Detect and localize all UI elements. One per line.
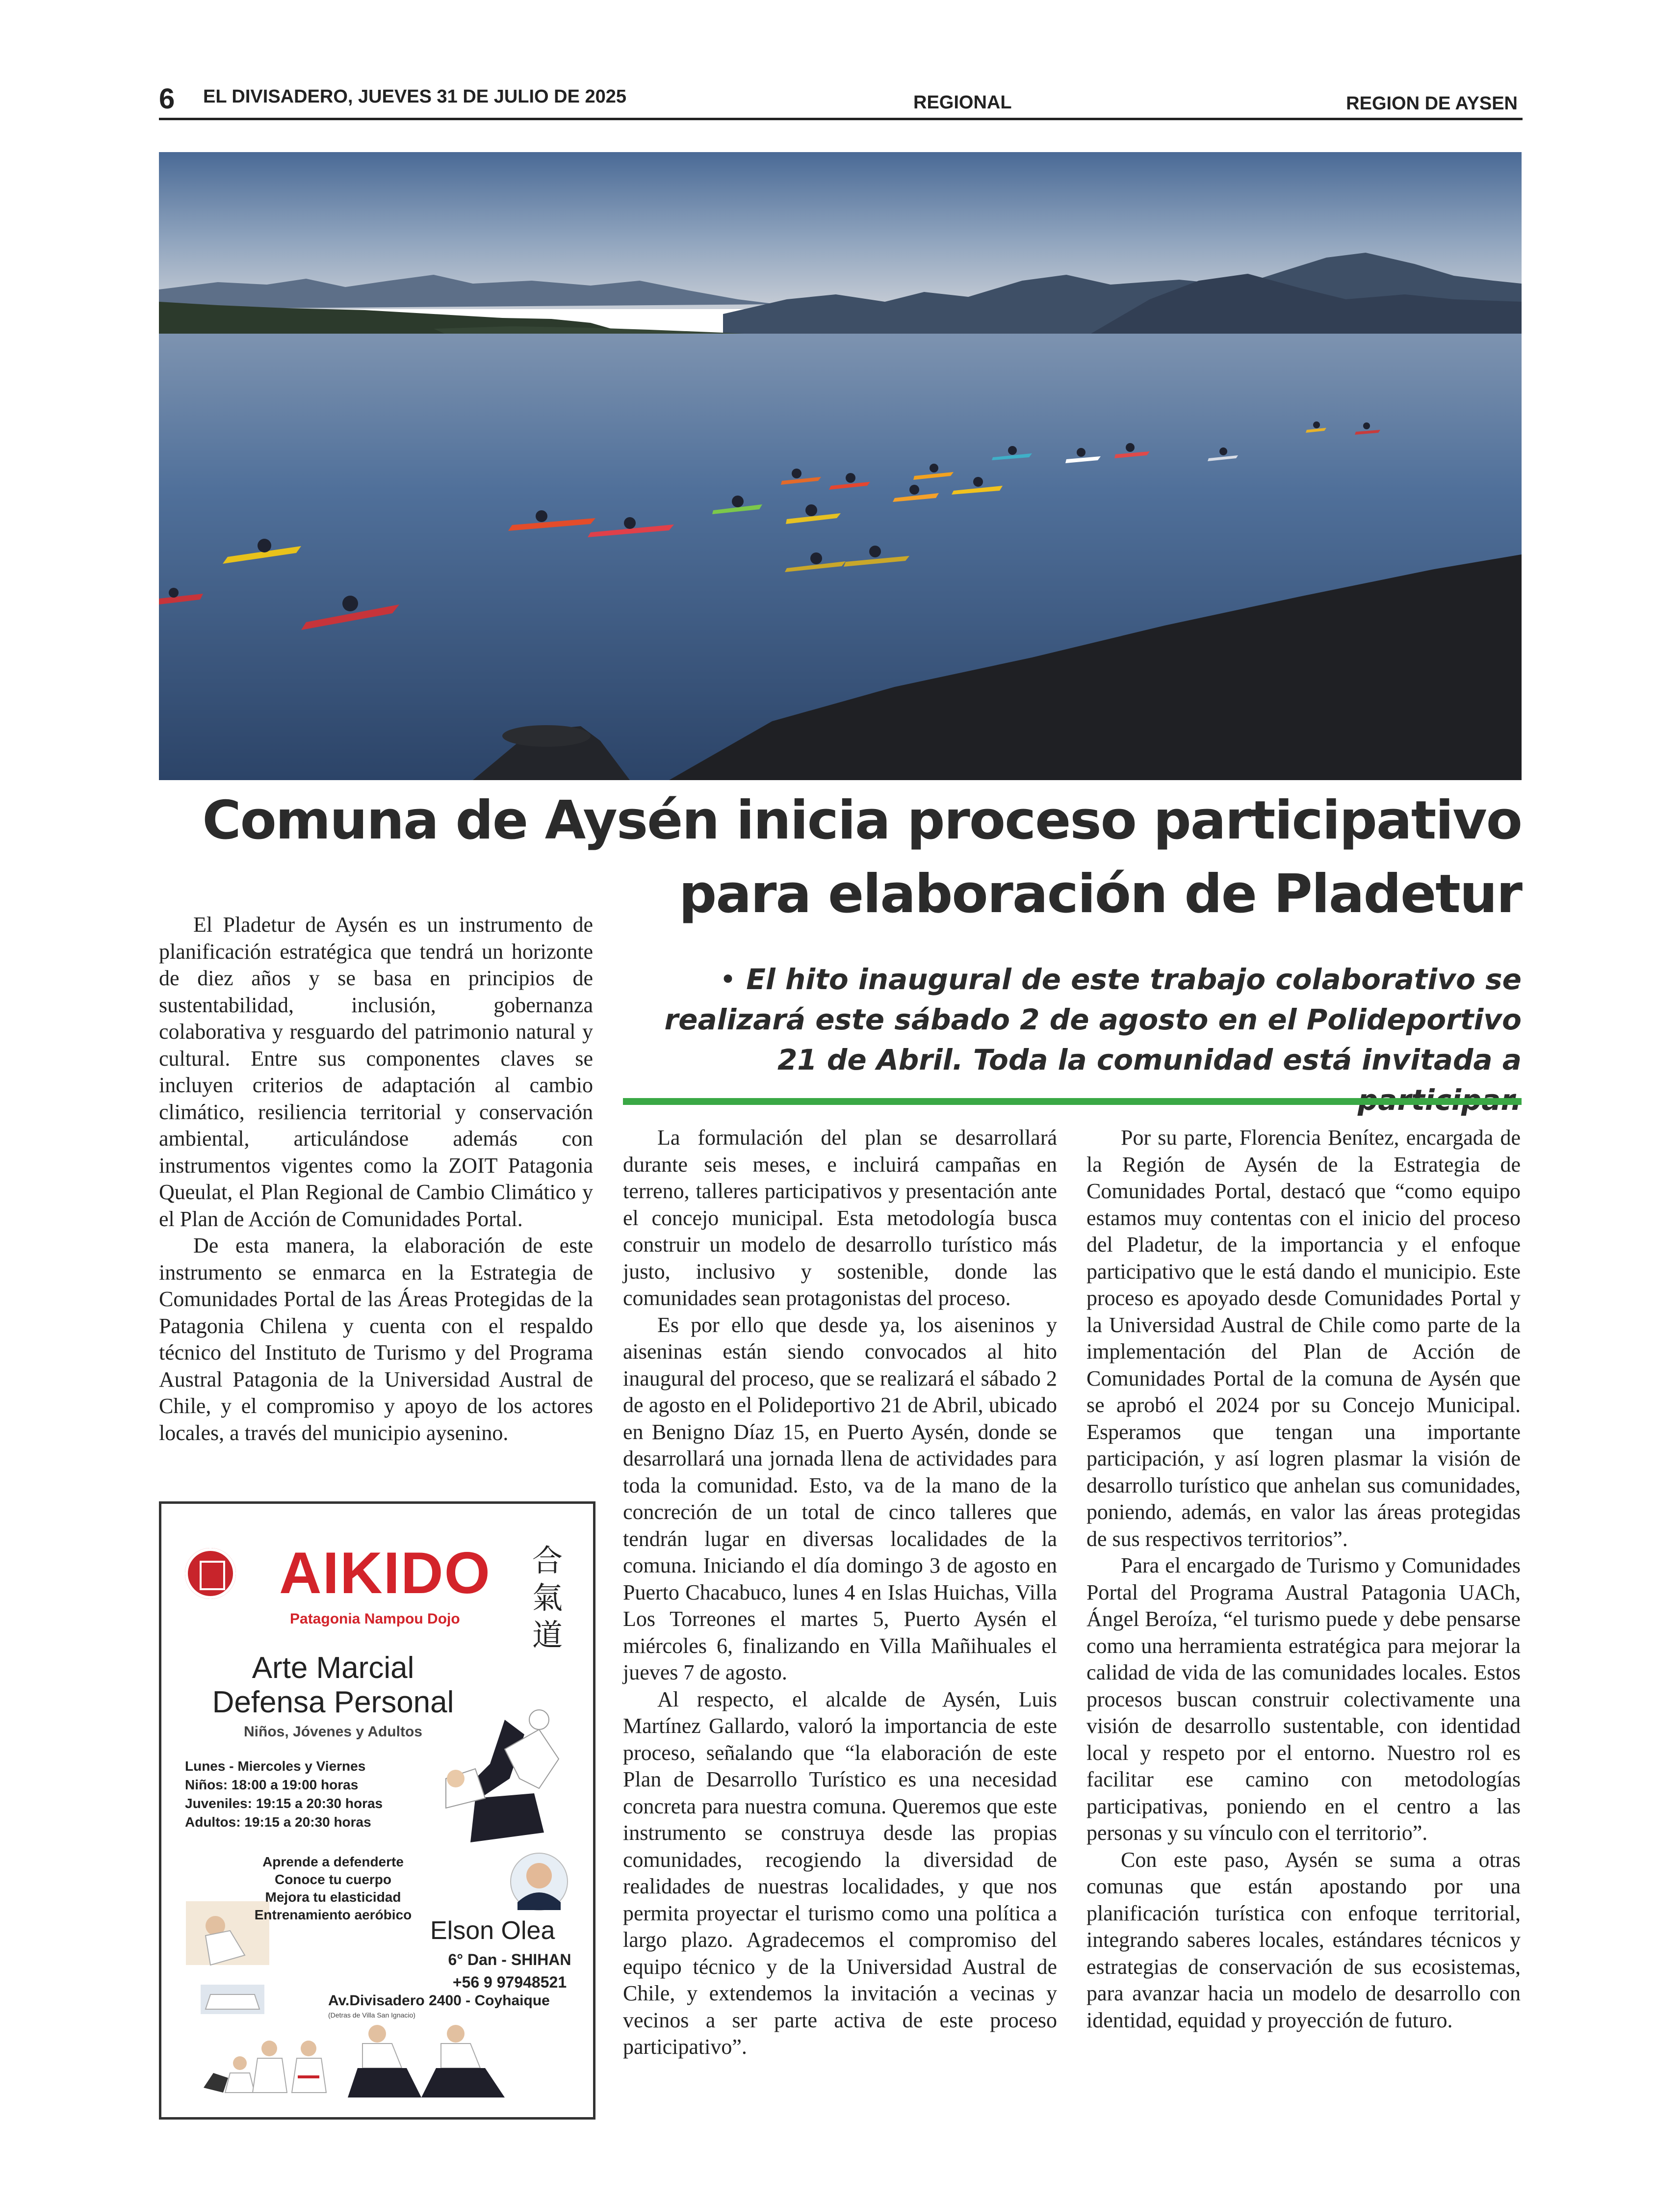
- ad-title: AIKIDO: [279, 1540, 491, 1606]
- aikido-advertisement: [159, 1501, 595, 2120]
- subhead-text: El hito inaugural de este trabajo colaborativo se realizará este sábado 2 de agosto en el Polideportivo 21 de Abril. Toda la comunidad está invitada a: [664, 963, 1522, 1076]
- article-column-2: [623, 1125, 1057, 2061]
- green-divider: [623, 1098, 1522, 1105]
- instructor-rank: 6° Dan - SHIHAN: [448, 1951, 571, 1968]
- publication-dateline: EL DIVISADERO, JUEVES 31 DE JULIO DE 2025: [203, 86, 627, 107]
- kanji-char: 氣: [532, 1580, 563, 1616]
- contact-phone: +56 9 97948521: [452, 1973, 567, 1991]
- kanji-char: 道: [532, 1617, 563, 1653]
- ad-dojo-name: Patagonia Nampou Dojo: [290, 1611, 460, 1627]
- paragraph: La formulación del plan se desarrollará durante seis meses, e incluirá campañas en terreno, talleres participativos y presentación ante el concejo municipal. Esta metodología busca construir un modelo de desarrollo turístico más justo, inclusivo y sostenible, donde las comunidades sean protagonistas del proceso.: [623, 1126, 1057, 1310]
- schedule-line: Adultos: 19:15 a 20:30 horas: [185, 1814, 371, 1830]
- article-headline: Comuna de Aysén inicia proceso participativo para elaboración de Pladetur: [202, 790, 1522, 925]
- kanji-char: 合: [532, 1543, 563, 1578]
- article-column-1: [159, 912, 593, 1446]
- ad-line-2: Defensa Personal: [212, 1685, 454, 1719]
- subhead-bullet: •: [719, 963, 737, 996]
- ad-benefits: [206, 1853, 461, 1924]
- page-header: [159, 82, 1523, 120]
- ad-line-1: Arte Marcial: [252, 1651, 414, 1685]
- benefit-line: Entrenamiento aeróbico: [254, 1907, 412, 1922]
- article-column-3: [1086, 1125, 1521, 2034]
- paragraph: De esta manera, la elaboración de este instrumento se enmarca en la Estrategia de Comunidades Portal de las Áreas Protegidas de la Patagonia Chilena y cuenta con el respaldo técnico del Instituto de Turismo y del Programa Austral Patagonia de la Universidad Austral de Chile, y el compromiso y apoyo de los actores locales, a través del municipio aysenino.: [159, 1233, 593, 1445]
- paragraph: Por su parte, Florencia Benítez, encargada de la Región de Aysén de la Estrategia de Comunidades Portal, destacó que “como equipo estamos muy contentas con el inicio del proceso del Pladetur, de la importancia y el enfoque participativo que le está dando el municipio. Este proceso es apoyado desde Comunidades Portal y la Universidad Austral de Chile como parte de la implementación del Plan de Acción de Comunidades Portal de la comuna de Aysén que se aprobó el 2024 por su Concejo Municipal. Esperamos que tengan una importante participación, y así logren plasmar la visión de desarrollo turístico que anhelan sus comunidades, poniendo, además, en valor las áreas protegidas de sus respectivos territorios”.: [1086, 1126, 1521, 1551]
- paragraph: Es por ello que desde ya, los aiseninos y aiseninas están siendo convocados al hito inaugural del proceso, que se realizará el sábado 2 de agosto en el Polideportivo 21 de Abril, ubicado en Benigno Díaz 15, en Puerto Aysén, donde se desarrollará una jornada llena de actividades para toda la comunidad. Esto, va de la mano de la concreción de un total de cinco talleres que tendrán lugar en diversas localidades de la comuna. Iniciando el día domingo 3 de agosto en Puerto Chacabuco, lunes 4 en Islas Huichas, Villa Los Torreones el martes 5, Puerto Aysén el miércoles 6, finalizando en Villa Mañihuales el jueves 7 de agosto.: [623, 1312, 1057, 1684]
- paragraph: Para el encargado de Turismo y Comunidades Portal del Programa Austral Patagonia UACh, Ángel Beroíza, “el turismo puede y debe pensarse como una herramienta estratégica para mejorar la calidad de vida de las comunidades locales. Estos procesos buscan construir colectivamente una visión de desarrollo sustentable, con identidad local y respeto por el entorno. Nuestro rol es facilitar ese camino con metodologías participativas, poniendo en el centro a las personas y su vínculo con el territorio”.: [1086, 1553, 1521, 1845]
- paragraph: Con este paso, Aysén se suma a otras comunas que están apostando por una planificación turística con enfoque territorial, integrando saberes locales, estándares técnicos y estrategias de conservación de sus ecosistemas, para avanzar hacia un modelo de desarrollo con identidad, equidad y proyección de futuro.: [1086, 1847, 1521, 2032]
- schedule-line: Niños: 18:00 a 19:00 horas: [185, 1777, 359, 1792]
- benefit-line: Mejora tu elasticidad: [265, 1889, 401, 1905]
- page-number: 6: [159, 83, 175, 115]
- paragraph: Al respecto, el alcalde de Aysén, Luis Martínez Gallardo, valoró la importancia de este proceso, señalando que “la elaboración de este Plan de Desarrollo Turístico es una necesidad concreta para nuestra comuna. Queremos que este instrumento se construya desde las propias comunidades, recogiendo la diversidad de realidades de nuestras localidades, y que nos permita proyectar el turismo como una política a largo plazo. Agradecemos el compromiso del equipo técnico y de la Universidad Austral de Chile, y extendemos la invitación a vecinas y vecinos a ser parte activa de este proceso participativo”.: [623, 1687, 1057, 2059]
- kayak-photo: [159, 152, 1522, 780]
- schedule-line: Juveniles: 19:15 a 20:30 horas: [185, 1796, 383, 1811]
- aikido-kanji: [530, 1542, 565, 1654]
- ad-discipline: [161, 1651, 505, 1720]
- benefit-line: Conoce tu cuerpo: [274, 1872, 391, 1887]
- benefit-line: Aprende a defenderte: [262, 1854, 404, 1869]
- section-label: REGIONAL: [913, 92, 1012, 113]
- dojo-address: Av.Divisadero 2400 - Coyhaique: [328, 1992, 550, 2009]
- instructor-name: Elson Olea: [430, 1916, 555, 1945]
- dojo-seal-icon: [185, 1548, 236, 1599]
- dojo-address-note: (Detras de Villa San Ignacio): [328, 2011, 415, 2019]
- ad-schedule: [185, 1757, 383, 1832]
- article-subhead: [623, 959, 1522, 1120]
- ad-ages: Niños, Jóvenes y Adultos: [244, 1724, 422, 1740]
- schedule-line: Lunes - Miercoles y Viernes: [185, 1758, 366, 1774]
- paragraph: El Pladetur de Aysén es un instrumento de planificación estratégica que tendrá un horizonte de diez años y se basa en principios de sustentabilidad, inclusión, gobernanza colaborativa y resguardo del patrimonio natural y cultural. Entre sus componentes claves se incluyen criterios de adaptación al cambio climático, resiliencia territorial y conservación ambiental, articulándose además con instrumentos vigentes como la ZOIT Patagonia Queulat, el Plan Regional de Cambio Climático y el Plan de Acción de Comunidades Portal.: [159, 913, 593, 1231]
- instructor-details: [436, 1948, 583, 1993]
- region-label: REGION DE AYSEN: [1346, 93, 1518, 114]
